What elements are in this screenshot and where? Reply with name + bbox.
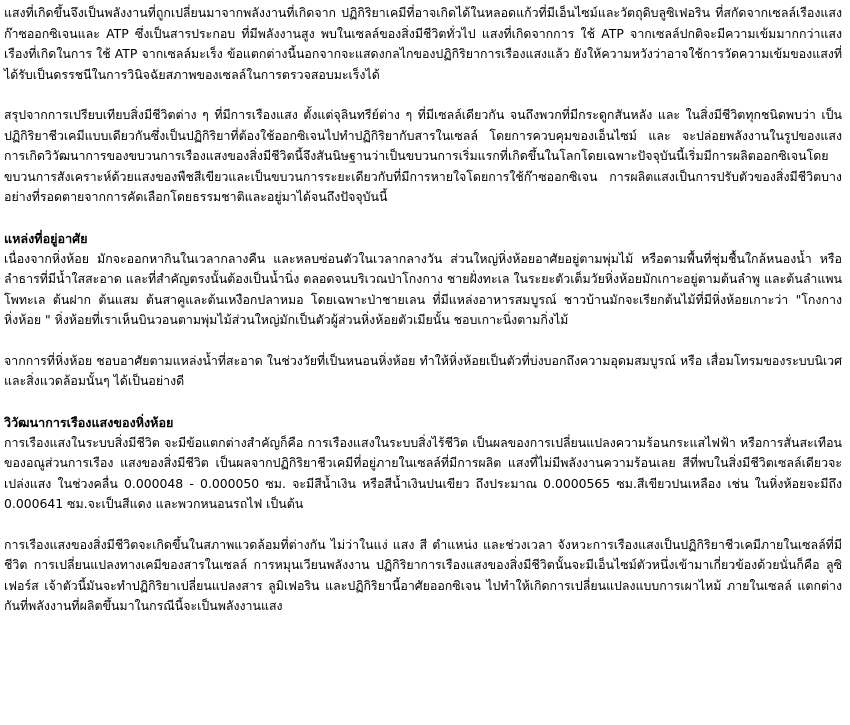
intro-paragraph-2: สรุปจากการเปรียบเทียบสิ่งมีชีวิตต่าง ๆ ที่มีการเรืองแสง ตั้งแต่จุลินทรีย์ต่าง ๆ ที่มีเซลล์เดียวกัน จนถึงพวกที่มีกระดูกสันหลัง และ ในสิ่งมีชีวิตทุกชนิดพบว่า เป็นปฏิกิริยาชีวเคมีแบบเดียวกันซึ่งเป็นปฏิกิริยาที่ต้องใช้ออกซิเจนไปทำปฏิกิริยากับสารในเซลล์ โดยการควบคุมของเอ็นไซม์ และ จะปล่อยพลังงานในรูปของแสง การเกิดวิวัฒนาการของขบวนการเรืองแสงของสิ่งมีชีวิตนี้จึงสันนิษฐานว่าเป็นขบวนการเริ่มแรกที่เกิดขึ้นในโลกโดยเฉพาะปัจจุบันนี้เริ่มมีการผลิตออกซิเจนโดยขบวนการสังเคราะห์ด้วยแสงของพืชสีเขียวและเป็นขบวนการระยะเดียวกับที่มีการหายใจโดยการใช้ก๊าซออกซิเจน การผลิตแสงเป็นการปรับตัวของสิ่งมีชีวิตบางอย่างที่รอดตายจากการคัดเลือกโดยธรรมชาติและอยู่มาได้จนถึงปัจจุบันนี้ bbox=[4, 107, 842, 204]
section-heading-habitat: แหล่งที่อยู่อาศัย bbox=[4, 230, 88, 246]
habitat-paragraph-2: จากการที่หิ่งห้อย ชอบอาศัยตามแหล่งน้ำที่สะอาด ในช่วงวัยที่เป็นหนอนหิ่งห้อย ทำให้หิ่งห้อยเป็นตัวที่บ่งบอกถึงความอุดมสมบูรณ์ หรือ เสื่อมโทรมของระบบนิเวศและสิ่งแวดล้อมนั้นๆ ได้เป็นอย่างดี bbox=[4, 352, 842, 388]
habitat-paragraph-1: เนื่องจากหิ่งห้อย มักจะออกหากินในเวลากลางคืน และหลบซ่อนตัวในเวลากลางวัน ส่วนใหญ่หิ่งห้อยอาศัยอยู่ตามพุ่มไม้ หรือตามพื้นที่ชุ่มชื้นใกล้หนองน้ำ หรือลำธารที่มีน้ำใสสะอาด และที่สำคัญตรงนั้นต้องเป็นน้ำนิ่ง ตลอดจนบริเวณป่าโกงกาง ชายฝั่งทะเล ในระยะตัวเต็มวัยหิ่งห้อยมักเกาะอยู่ตามต้นลำพู และต้นลำแพนโพทะเล ต้นฝาก ต้นแสม ต้นสาคูและต้นเหงือกปลาหมอ โดยเฉพาะป่าชายเลน ที่มีแหล่งอาหารสมบูรณ์ ชาวบ้านมักจะเรียกต้นไม้ที่มีหิ่งห้อยเกาะว่า "โกงกางหิ่งห้อย " หิ่งห้อยที่เราเห็นบินวอนตามพุ่มไม้ส่วนใหญ่มักเป็นตัวผู้ส่วนหิ่งห้อยตัวเมียนั้น ชอบเกาะนิ่งตามกิ่งไม้ bbox=[4, 250, 842, 327]
section-heading-evolution: วิวัฒนาการเรืองแสงของหิ่งห้อย bbox=[4, 414, 174, 430]
intro-paragraph-1: แสงที่เกิดขึ้นจึงเป็นพลังงานที่ถูกเปลี่ยนมาจากพลังงานที่เกิดจาก ปฏิกิริยาเคมีที่อาจเกิดได้ในหลอดแก้วที่มีเอ็นไซม์และวัตถุดิบลูซิเฟอริน ที่สกัดจากเซลล์เรืองแสง ก๊าซออกซิเจนและ ATP ซึ่งเป็นสารประกอบ ที่มีพลังงานสูง พบในเซลล์ของสิ่งมีชีวิตทั่วไป แสงที่เกิดจากการ ใช้ ATP จากเซลล์ปกติจะมีความเข้มมากกว่าแสงเรืองที่เกิดในการ ใช้ ATP จากเซลล์มะเร็ง ข้อแตกต่างนี้นอกจากจะแสดงกลไกของปฏิกิริยาการเรืองแสงแล้ว ยังให้ความหวังว่าอาจใช้การวัดความเข้มของแสงที่ได้รับเป็นดรรชนีในการวินิจฉัยสภาพของเซลล์ในการตรวจสอบมะเร็งได้ bbox=[4, 5, 842, 82]
evolution-paragraph-1: การเรืองแสงในระบบสิ่งมีชีวิต จะมีข้อแตกต่างสำคัญก็คือ การเรืองแสงในระบบสิ่งไร้ชีวิต เป็นผลของการเปลี่ยนแปลงความร้อนกระแสไฟฟ้า หรือการสั่นสะเทือนของอณูส่วนการเรือง แสงของสิ่งมีชีวิต เป็นผลจากปฏิกิริยาชีวเคมีที่อยู่ภายในเซลล์ที่มีการผลิต แสงที่ไม่มีพลังงานความร้อนเลย สีที่พบในสิ่งมีชีวิตเซลล์เดียวจะเปล่งแสง ในช่วงคลื่น 0.000048 - 0.000050 ซม. จะมีสีน้ำเงิน หรือสีน้ำเงินปนเขียว ถึงประมาณ 0.0000565 ซม.สีเขียวปนเหลือง เช่น ในหิ่งห้อยจะมีถึง 0.000641 ซม.จะเป็นสีแดง และพวกหนอนรถไฟ เป็นต้น bbox=[4, 434, 842, 511]
document-page bbox=[4, 3, 842, 637]
evolution-paragraph-2: การเรืองแสงของสิ่งมีชีวิตจะเกิดขึ้นในสภาพแวดล้อมที่ต่างกัน ไม่ว่าในแง่ แสง สี ตำแหน่ง และช่วงเวลา จังหวะการเรืองแสงเป็นปฏิกิริยาชีวเคมีภายในเซลล์ที่มีชีวิต การเปลี่ยนแปลงทางเคมีของสารในเซลล์ การหมุนเวียนพลังงาน ปฏิกิริยาการเรืองแสงของสิ่งมีชีวิตนั้นจะมีเอ็นไซม์ตัวหนึ่งเข้ามาเกี่ยวข้องด้วยนั่นก็คือ ลูซิเฟอร์ส เจ้าตัวนี้มันจะทำปฏิกิริยาเปลี่ยนแปลงสาร ลูมิเฟอริน และปฏิกิริยานี้อาศัยออกซิเจน ไปทำให้เกิดการเปลี่ยนแปลงแบบการเผาไหม้ ภายในเซลล์ แตกต่างกันที่พลังงานที่ผลิตขึ้นมาในกรณีนี้จะเป็นพลังงานแสง bbox=[4, 536, 842, 613]
